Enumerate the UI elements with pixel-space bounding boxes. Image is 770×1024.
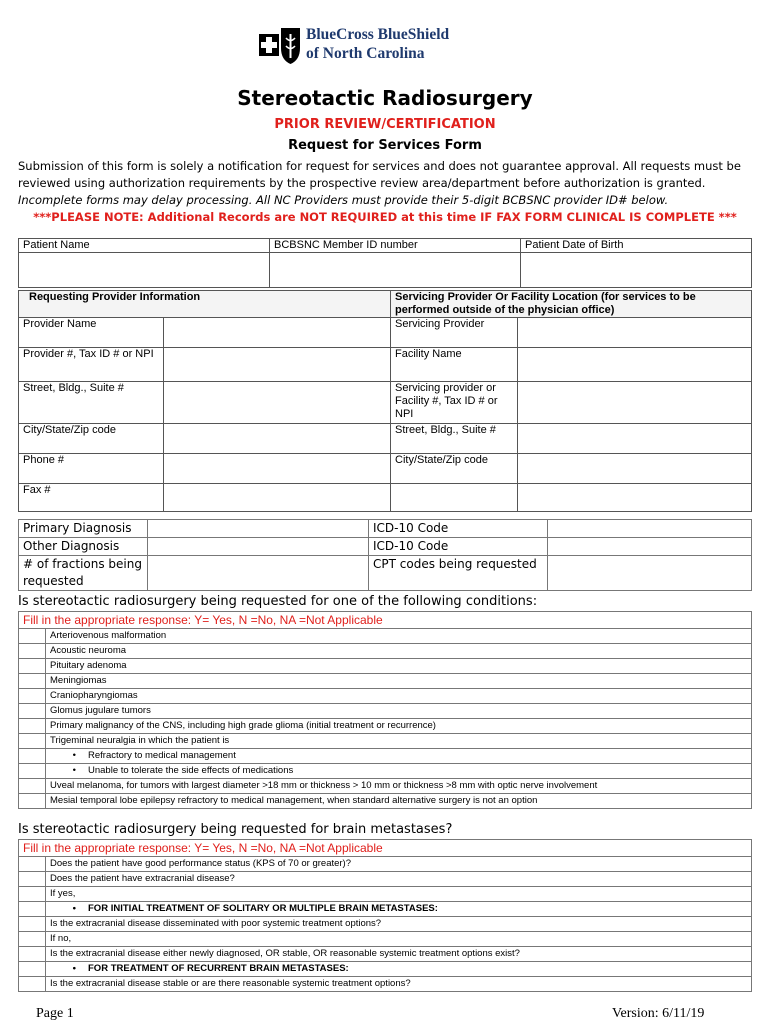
metastases-item: If no, [46,932,752,947]
cpt-label: CPT codes being requested [369,556,548,591]
condition-item: Uveal melanoma, for tumors with largest diameter >18 mm or thickness > 10 mm or thickness >8 mm with optic nerve involvement [46,779,752,794]
response-cell[interactable] [19,764,46,779]
servicing-field[interactable] [518,348,752,382]
requesting-provider-header: Requesting Provider Information [19,291,391,318]
condition-subitem [46,764,752,779]
response-cell[interactable] [19,779,46,794]
response-cell[interactable] [19,749,46,764]
metastases-item: Is the extracranial disease disseminated with poor systemic treatment options? [46,917,752,932]
metastases-subheading-text: FOR INITIAL TREATMENT OF SOLITARY OR MULTIPLE BRAIN METASTASES [88,903,435,914]
response-cell[interactable] [19,962,46,977]
servicing-field[interactable] [518,484,752,512]
fill-instruction: Fill in the appropriate response: Y= Yes, N =No, NA =Not Applicable [19,840,752,857]
condition-item: Arteriovenous malformation [46,629,752,644]
icd2-field[interactable] [548,538,752,556]
condition-item: Pituitary adenoma [46,659,752,674]
metastases-subheading-text: FOR TREATMENT OF RECURRENT BRAIN METASTASES: [88,963,349,974]
response-cell[interactable] [19,704,46,719]
condition-item: Mesial temporal lobe epilepsy refractory to medical management, when standard alternative surgery is not an option [46,794,752,809]
condition-item: Trigeminal neuralgia in which the patient is [46,734,752,749]
response-cell[interactable] [19,794,46,809]
metastases-table [18,839,752,992]
servicing-label: Servicing provider or Facility #, Tax ID # or NPI [391,382,518,424]
dob-label: Patient Date of Birth [521,239,752,253]
metastases-item: Does the patient have extracranial disease? [46,872,752,887]
condition-item: Glomus jugulare tumors [46,704,752,719]
patient-name-label: Patient Name [19,239,270,253]
response-cell[interactable] [19,947,46,962]
primary-diagnosis-label: Primary Diagnosis [19,520,148,538]
metastases-item: Is the extracranial disease either newly diagnosed, OR stable, OR reasonable systemic treatment options exist? [46,947,752,962]
response-cell[interactable] [19,689,46,704]
bcbs-logo-icon [258,24,302,66]
response-cell[interactable] [19,629,46,644]
condition-subitem [46,749,752,764]
provider-label: Provider Name [19,318,164,348]
metastases-subheading: • FOR INITIAL TREATMENT OF SOLITARY OR MULTIPLE BRAIN METASTASES: [46,902,752,917]
response-cell[interactable] [19,659,46,674]
cpt-field[interactable] [548,556,752,591]
provider-label: City/State/Zip code [19,424,164,454]
conditions-table [18,611,752,809]
member-id-label: BCBSNC Member ID number [270,239,521,253]
conditions-question: Is stereotactic radiosurgery being requested for one of the following conditions: [18,594,538,609]
condition-item: Craniopharyngiomas [46,689,752,704]
form-title: Stereotactic Radiosurgery [237,86,533,110]
icd1-label: ICD-10 Code [369,520,548,538]
bullet-icon: • [72,963,76,974]
servicing-label: City/State/Zip code [391,454,518,484]
bullet-icon: • [72,750,76,761]
provider-field[interactable] [164,484,391,512]
servicing-provider-header: Servicing Provider Or Facility Location (for services to be performed outside of the physician office) [391,291,752,318]
intro-italic: Incomplete forms may delay processing. All NC Providers must provide their 5-digit BCBSNC provider ID# below. [18,193,669,207]
response-cell[interactable] [19,644,46,659]
condition-item: Meningiomas [46,674,752,689]
condition-item: Acoustic neuroma [46,644,752,659]
condition-item: Primary malignancy of the CNS, including high grade glioma (initial treatment or recurrence) [46,719,752,734]
metastases-item: Is the extracranial disease stable or are there reasonable systemic treatment options? [46,977,752,992]
provider-label: Phone # [19,454,164,484]
provider-label: Provider #, Tax ID # or NPI [19,348,164,382]
primary-diagnosis-field[interactable] [148,520,369,538]
provider-field[interactable] [164,454,391,484]
metastases-item: Does the patient have good performance status (KPS of 70 or greater)? [46,857,752,872]
page-number: Page 1 [36,1006,74,1021]
provider-field[interactable] [164,318,391,348]
servicing-field[interactable] [518,382,752,424]
bullet-icon: • [72,903,76,914]
servicing-field[interactable] [518,318,752,348]
response-cell[interactable] [19,887,46,902]
logo-line2: of North Carolina [306,45,425,62]
fractions-field[interactable] [148,556,369,591]
condition-subitem-text: Refractory to medical management [88,750,236,761]
metastases-question: Is stereotactic radiosurgery being requested for brain metastases? [18,822,453,837]
other-diagnosis-label: Other Diagnosis [19,538,148,556]
provider-field[interactable] [164,424,391,454]
intro-text [18,158,756,209]
fill-instruction: Fill in the appropriate response: Y= Yes, N =No, NA =Not Applicable [19,612,752,629]
icd2-label: ICD-10 Code [369,538,548,556]
version-label: Version: 6/11/19 [612,1006,705,1021]
response-cell[interactable] [19,674,46,689]
response-cell[interactable] [19,872,46,887]
provider-field[interactable] [164,348,391,382]
metastases-subheading [46,962,752,977]
provider-table [18,290,752,512]
provider-label: Street, Bldg., Suite # [19,382,164,424]
response-cell[interactable] [19,719,46,734]
response-cell[interactable] [19,917,46,932]
servicing-field[interactable] [518,454,752,484]
patient-name-field[interactable] [19,253,270,288]
response-cell[interactable] [19,977,46,992]
servicing-field[interactable] [518,424,752,454]
dob-field[interactable] [521,253,752,288]
form-subtitle: Request for Services Form [288,138,482,153]
form-subtitle-red: PRIOR REVIEW/CERTIFICATION [274,117,496,132]
bcbs-logo [258,24,528,66]
fractions-label: # of fractions being requested [19,556,148,591]
intro-paragraph: Submission of this form is solely a notification for request for services and does not guarantee approval. All requests must be reviewed using authorization requirements by the prospective review area/department before authorization is granted. [18,159,741,190]
patient-table [18,238,752,288]
servicing-label: Servicing Provider [391,318,518,348]
other-diagnosis-field[interactable] [148,538,369,556]
servicing-label [391,484,518,512]
metastases-item: If yes, [46,887,752,902]
response-cell[interactable] [19,857,46,872]
icd1-field[interactable] [548,520,752,538]
bullet-icon: • [72,765,76,776]
servicing-label: Street, Bldg., Suite # [391,424,518,454]
servicing-label: Facility Name [391,348,518,382]
logo-line1: BlueCross BlueShield [306,26,450,43]
member-id-field[interactable] [270,253,521,288]
diagnosis-table [18,519,752,591]
condition-subitem-text: Unable to tolerate the side effects of medications [88,765,294,776]
response-cell[interactable] [19,932,46,947]
response-cell[interactable] [19,734,46,749]
provider-label: Fax # [19,484,164,512]
records-note: ***PLEASE NOTE: Additional Records are NOT REQUIRED at this time IF FAX FORM CLINICAL IS COMPLETE *** [33,210,737,224]
response-cell[interactable] [19,902,46,917]
provider-field[interactable] [164,382,391,424]
